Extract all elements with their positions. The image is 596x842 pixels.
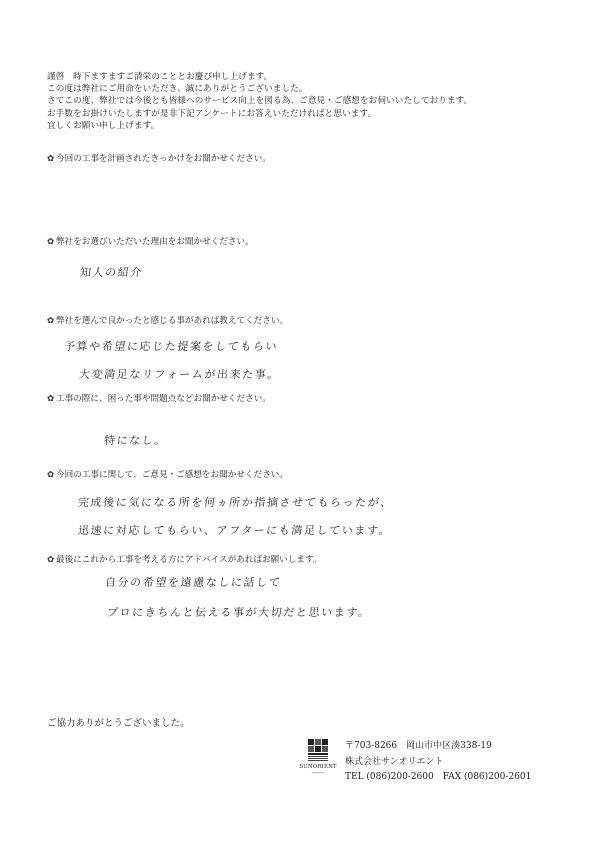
company-name: 株式会社サンオリエント (345, 756, 444, 767)
intro-line: この度は弊社にご用命をいただき、誠にありがとうございました。 (47, 84, 308, 95)
question-5 (47, 468, 288, 480)
flower-bullet-icon: ✿ (47, 555, 55, 565)
handwritten-answer: 特になし。 (103, 434, 168, 447)
company-info (345, 739, 531, 786)
question-1 (47, 152, 271, 164)
intro-line: 宜しくお願い申し上げます。 (47, 120, 160, 131)
question-label: 今回の工事に関して、ご意見・ご感想をお聞かせください。 (56, 470, 288, 480)
company-logo (299, 738, 337, 775)
question-label: 最後にこれから工事を考える方にアドバイスがあればお願いします。 (56, 555, 322, 565)
handwritten-answer: プロにきちんと伝える事が大切だと思います。 (106, 606, 372, 619)
intro-line: お手数をお掛けいたしますが是非下記アンケートにお答えいただければと思います。 (47, 108, 377, 119)
handwritten-answer: 自分の希望を遠慮なしに話して (104, 576, 283, 589)
question-label: 工事の際に、困った事や問題点などお聞かせください。 (56, 394, 271, 404)
question-label: 弊社を選んで良かったと感じる事があれば教えてください。 (56, 316, 289, 326)
handwritten-answer: 迅速に対応してもらい、アフターにも満足しています。 (77, 524, 392, 537)
question-3 (47, 314, 288, 326)
question-label: 今回の工事を計画されたきっかけをお聞かせください。 (56, 154, 271, 164)
company-phone: TEL (086)200-2600 FAX (086)200-2601 (345, 772, 532, 782)
intro-line: 謹啓 時下ますますご清栄のこととお慶び申し上げます。 (47, 72, 273, 82)
company-address: 〒703-8266 岡山市中区湊338-19 (345, 741, 492, 751)
handwritten-answer: 完成後に気になる所を何ヵ所か指摘させてもらったが、 (77, 496, 394, 509)
flower-bullet-icon: ✿ (47, 237, 55, 247)
flower-bullet-icon: ✿ (47, 394, 55, 404)
closing-message: ご協力ありがとうございました。 (47, 718, 190, 729)
question-label: 弊社をお選びいただいた理由をお聞かせください。 (56, 237, 254, 247)
intro-line: さてこの度、弊社では今後とも皆様へのサービス向上を図る為、ご意見・ご感想をお伺いいたしております。 (47, 96, 473, 107)
question-4 (47, 392, 271, 404)
handwritten-answer: 大変満足なリフォームが出来た事。 (78, 368, 281, 381)
logo-brand-name: SUNORIENT (299, 764, 337, 770)
handwritten-answer: 知人の紹介 (79, 266, 144, 279)
question-2 (47, 235, 254, 247)
flower-bullet-icon: ✿ (47, 470, 55, 480)
intro-paragraph (47, 71, 472, 132)
logo-mark-icon (307, 738, 329, 762)
flower-bullet-icon: ✿ (47, 154, 55, 164)
handwritten-answer: 予算や希望に応じた提案をしてもらい (63, 340, 279, 353)
logo-subline: ━━━━━━━ (311, 771, 325, 775)
question-6 (47, 553, 321, 565)
flower-bullet-icon: ✿ (47, 316, 55, 326)
